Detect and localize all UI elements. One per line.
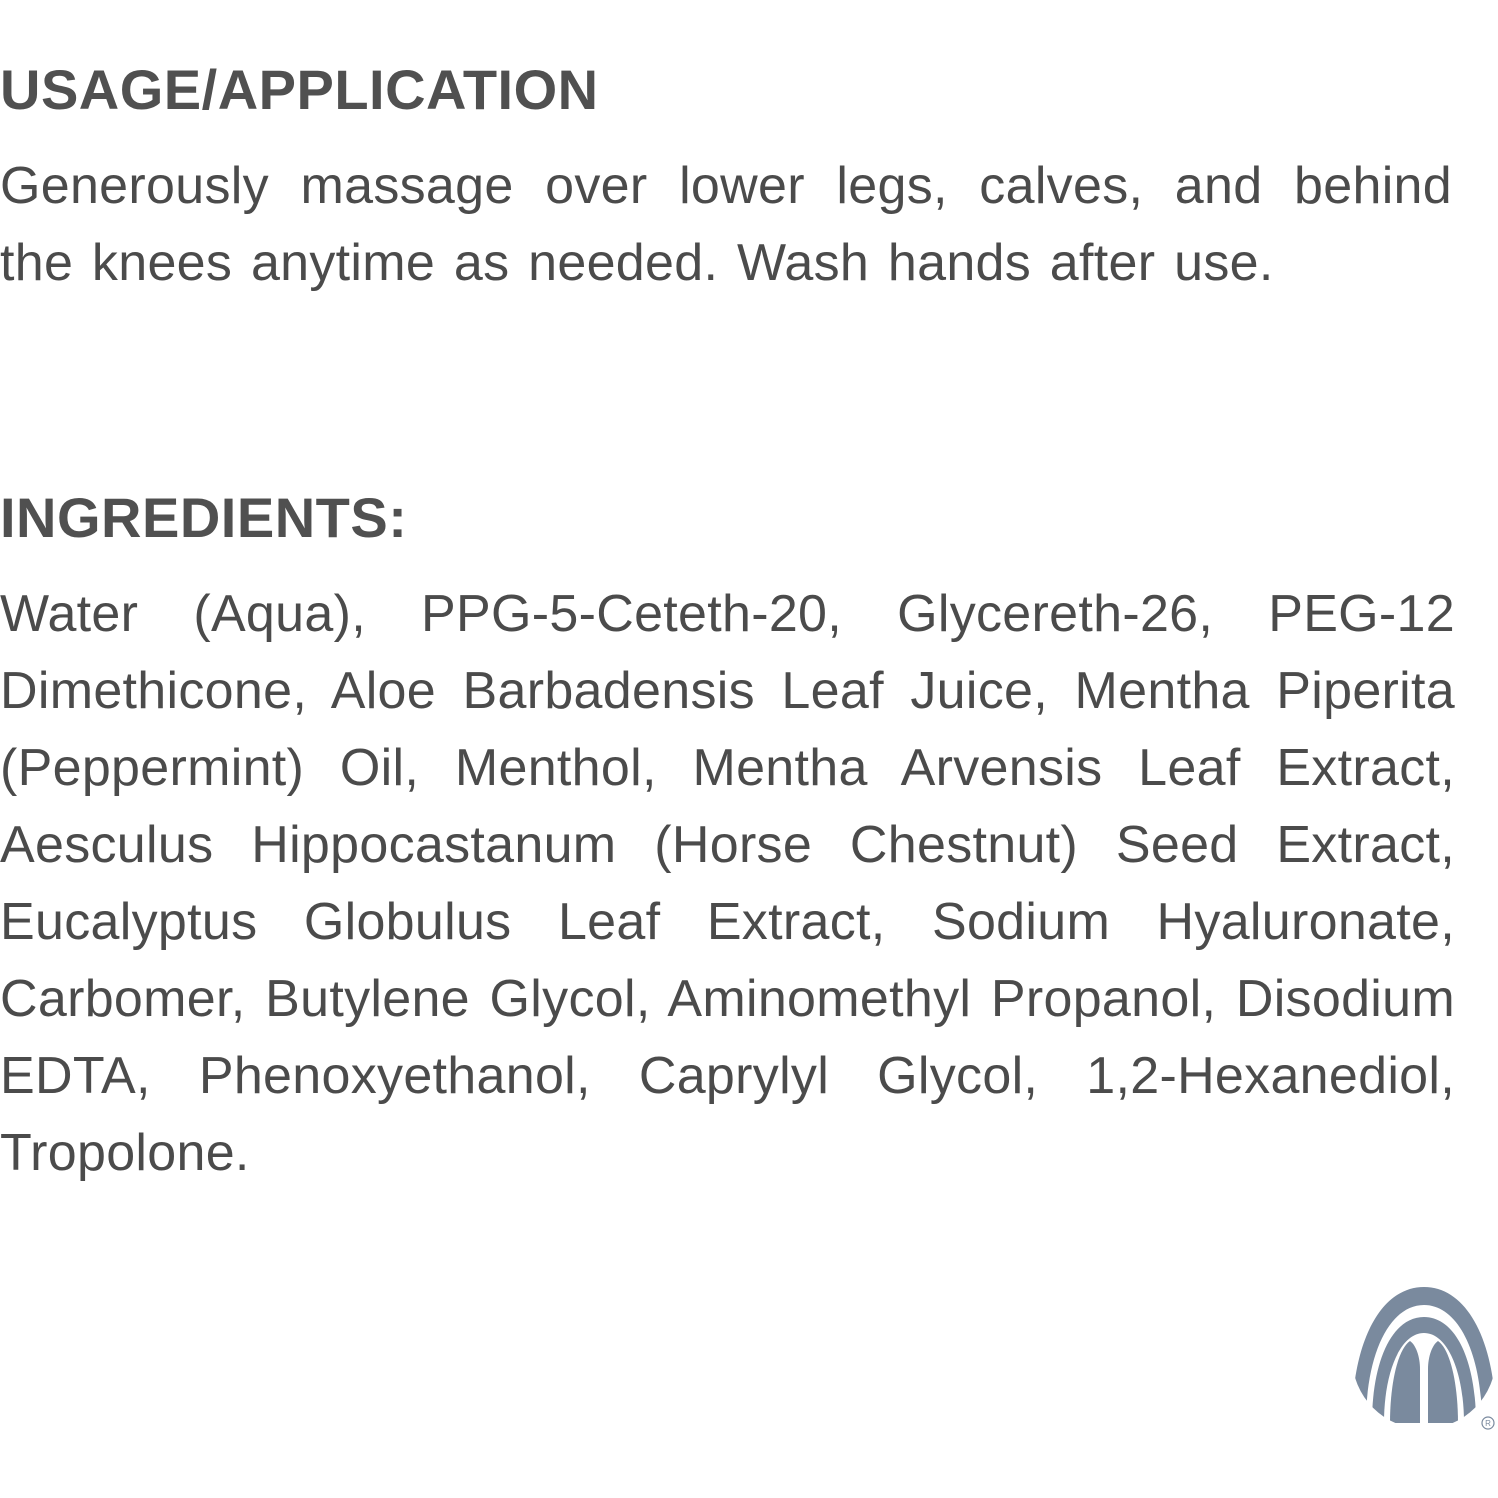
usage-application-heading: USAGE/APPLICATION [0, 58, 599, 121]
ingredients-list-text: Water (Aqua), PPG-5-Ceteth-20, Glycereth-26, PEG-12 Dimethicone, Aloe Barbadensis Leaf Juice, Mentha Piperita (Peppermint) Oil, Menthol, Mentha Arvensis Leaf Extract, Aesculus Hippocastanum (Horse Chestnut) Seed Extract, Eucalyptus Globulus Leaf Extract, Sodium Hyaluronate, Carbomer, Butylene Glycol, Aminomethyl Propanol, Disodium EDTA, Phenoxyethanol, Caprylyl Glycol, 1,2-Hexanediol, Tropolone. [0, 585, 1455, 1182]
brand-logo-icon [1350, 1283, 1498, 1431]
svg-text:R: R [1485, 1419, 1491, 1428]
usage-instructions-text: Generously massage over lower legs, calves, and behind the knees anytime as needed. Wash hands after use. [0, 157, 1452, 292]
ingredients-heading: INGREDIENTS: [0, 486, 408, 549]
